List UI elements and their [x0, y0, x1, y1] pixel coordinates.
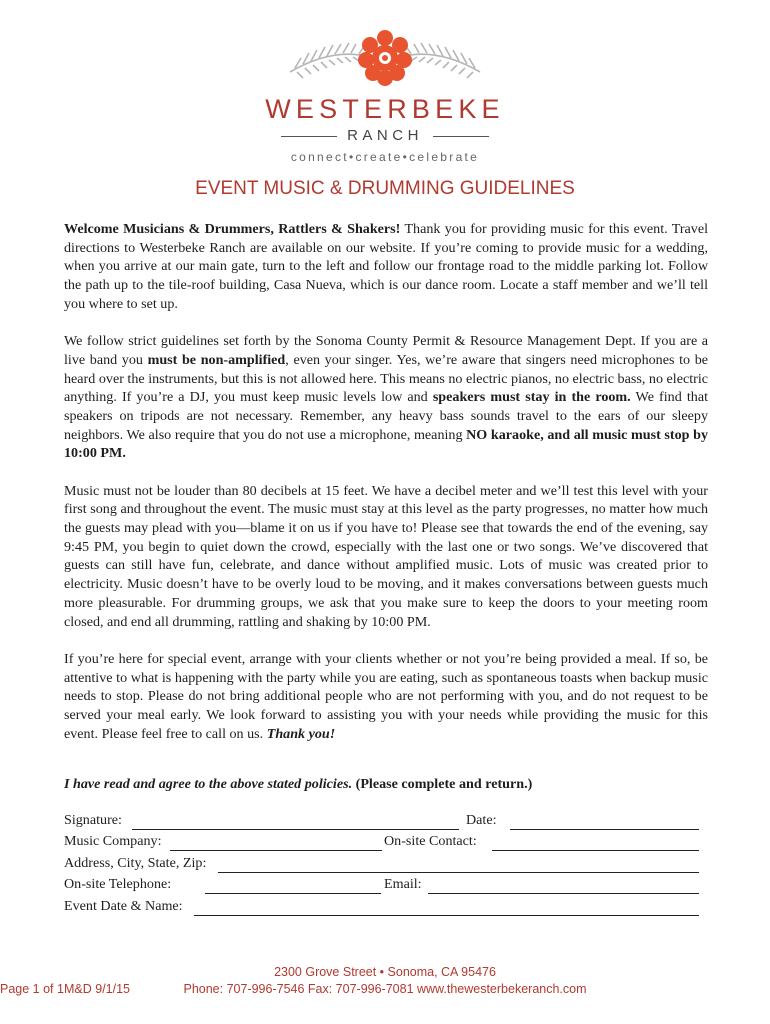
tagline: connect•create•celebrate: [290, 150, 480, 164]
date-label: Date:: [466, 812, 497, 828]
acknowledgement-italic: I have read and agree to the above stated policies.: [64, 776, 353, 792]
email-field[interactable]: [428, 893, 699, 894]
email-label: Email:: [384, 876, 422, 893]
divider: [281, 136, 337, 137]
form-row: [64, 833, 704, 854]
onsite-contact-label: On-site Contact:: [384, 833, 477, 850]
guidelines-text: We follow strict guidelines set forth by the Sonoma County Permit & Resource Management Dept. If you are a live band you: [64, 333, 708, 368]
form-row: [64, 876, 704, 897]
document-body: [64, 220, 708, 762]
logo: [0, 0, 770, 175]
acknowledgement: [64, 776, 532, 793]
guidelines-text: , even your singer. Yes, we’re aware that singers need microphones to be heard over the instruments, but this is not allowed here. This means no electric pianos, no electric bass, no electric anything. If you’re a DJ, you must keep music levels low and: [64, 351, 708, 406]
onsite-telephone-label: On-site Telephone:: [64, 876, 172, 893]
thank-you: Thank you!: [266, 725, 336, 742]
music-company-field[interactable]: [170, 850, 382, 851]
onsite-contact-field[interactable]: [492, 850, 699, 851]
guidelines-text: We find that speakers on tripods are not necessary. Remember, any heavy bass sounds travel to the ears of our sleepy neighbors. We also require that you do not use a microphone, meaning: [64, 389, 708, 443]
paragraph-welcome: [64, 220, 708, 314]
date-field[interactable]: [510, 829, 699, 830]
address-label: Address, City, State, Zip:: [64, 854, 207, 871]
paragraph-special-event: [64, 650, 708, 744]
footer-revision: M&D 9/1/15: [64, 982, 131, 996]
special-event-text: If you’re here for special event, arrange with your clients whether or not you’re being provided a meal. If so, be attentive to what is happening with the party while you are eating, such as spontaneous toasts when backup music needs to stop. Please do not bring additional people who are not performing with you, and do not request to be served your meal early. We look forward to assisting you with your needs while providing the music for this event. Please feel free to call on us.: [64, 650, 708, 742]
onsite-telephone-field[interactable]: [205, 893, 381, 894]
address-field[interactable]: [218, 872, 699, 873]
form-row: [64, 812, 704, 833]
signature-field[interactable]: [132, 829, 459, 830]
guidelines-bold: speakers must stay in the room.: [432, 389, 631, 406]
form-row: [64, 855, 704, 876]
completion-form: [64, 812, 704, 919]
brand-sub-text: RANCH: [347, 127, 423, 144]
form-row: [64, 898, 704, 919]
music-company-label: Music Company:: [64, 833, 162, 850]
brand-name: WESTERBEKE: [265, 94, 505, 124]
signature-label: Signature:: [64, 812, 122, 828]
guidelines-bold: NO karaoke, and all music must stop by 10:00 PM.: [64, 426, 708, 462]
paragraph-decibels: Music must not be louder than 80 decibels at 15 feet. We have a decibel meter and we’ll test this level with your first song and throughout the event. The music must stay at this level as the party progresses, no matter how much the guests may plead with you—blame it on us if you have to! Please see that towards the end of the evening, say 9:45 PM, you begin to quiet down the crowd, especially with the last one or two songs. We’ve discovered that guests can still have fun, celebrate, and dance without amplified music. Lots of music was created prior to electricity. Music doesn’t have to be overly loud to be moving, and it makes conversations between guests much more pleasurable. For drumming groups, we ask that you make sure to keep the doors to your meeting room closed, and end all drumming, rattling and shaking by 10:00 PM.: [64, 482, 708, 630]
welcome-heading: Welcome Musicians & Drummers, Rattlers & Shakers!: [64, 221, 401, 237]
divider: [433, 136, 489, 137]
footer-page-number: Page 1 of 1: [0, 982, 64, 996]
event-date-name-label: Event Date & Name:: [64, 897, 183, 914]
footer-address: 2300 Grove Street • Sonoma, CA 95476: [274, 965, 496, 979]
welcome-text: Thank you for providing music for this event. Travel directions to Westerbeke Ranch are available on our website. If you’re coming to provide music for a wedding, when you arrive at our main gate, turn to the left and follow our frontage road to the middle parking lot. Follow the path up to the tile-roof building, Casa Nueva, which is our dance room. Locate a staff member and we’ll tell you where to set up.: [64, 221, 708, 312]
paragraph-guidelines: [64, 332, 708, 463]
page-title: EVENT MUSIC & DRUMMING GUIDELINES: [195, 178, 575, 199]
brand-sub: [0, 127, 770, 144]
flower-feather-logo-icon: [285, 28, 485, 88]
acknowledgement-bold: (Please complete and return.): [352, 776, 533, 792]
guidelines-bold: must be non-amplified: [147, 351, 286, 368]
event-date-name-field[interactable]: [194, 915, 699, 916]
footer-contact: Phone: 707-996-7546 Fax: 707-996-7081 www.thewesterbekeranch.com: [183, 982, 587, 996]
